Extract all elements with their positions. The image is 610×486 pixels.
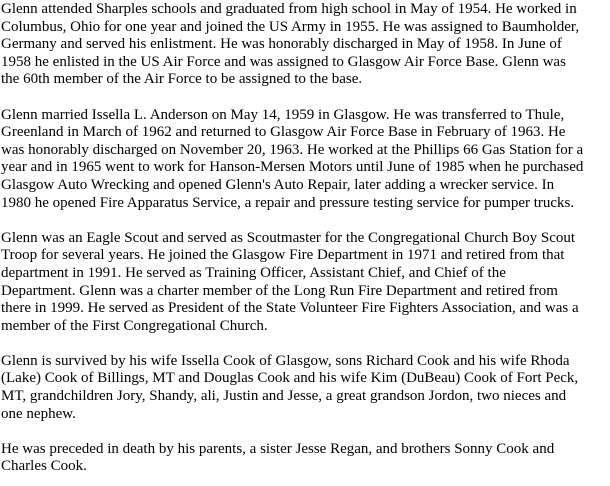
paragraph-preceded-in-death: He was preceded in death by his parents, a sister Jesse Regan, and brothers Sonny Cook and Charles Cook. <box>1 440 555 475</box>
paragraph-scouting-fire-service: Glenn was an Eagle Scout and served as Scoutmaster for the Congregational Church Boy Scout Troop for several years. He joined the Glasgow Fire Department in 1971 and retired from that department in 1991. He served as Training Officer, Assistant Chief, and Chief of the Department. Glenn was a charter member of the Long Run Fire Department and retired from there in 1999. He served as President of the State Volunteer Fire Fighters Association, and was a member of the First Congregational Church. <box>1 229 579 334</box>
paragraph-survivors: Glenn is survived by his wife Issella Cook of Glasgow, sons Richard Cook and his wife Rhoda (Lake) Cook of Billings, MT and Douglas Cook and his wife Kim (DuBeau) Cook of Fort Peck, MT, grandchildren Jory, Shandy, ali, Justin and Jesse, a great grandson Jordon, two nieces and one nephew. <box>1 352 579 422</box>
paragraph-early-life-military: Glenn attended Sharples schools and graduated from high school in May of 1954. He worked in Columbus, Ohio for one year and joined the US Army in 1955. He was assigned to Baumholder, Germany and served his enlistment. He was honorably discharged in May of 1958. In June of 1958 he enlisted in the US Air Force and was assigned to Glasgow Air Force Base. Glenn was the 60th member of the Air Force to be assigned to the base. <box>1 1 580 88</box>
paragraph-marriage-career: Glenn married Issella L. Anderson on May 14, 1959 in Glasgow. He was transferred to Thule, Greenland in March of 1962 and returned to Glasgow Air Force Base in February of 1963. He was honorably discharged on November 20, 1963. He worked at the Phillips 66 Gas Station for a year and in 1965 went to work for Hanson-Mersen Motors until June of 1985 when he purchased Glasgow Auto Wrecking and opened Glenn's Auto Repair, later adding a wrecker service. In 1980 he opened Fire Apparatus Service, a repair and pressure testing service for pumper trucks. <box>1 106 584 211</box>
